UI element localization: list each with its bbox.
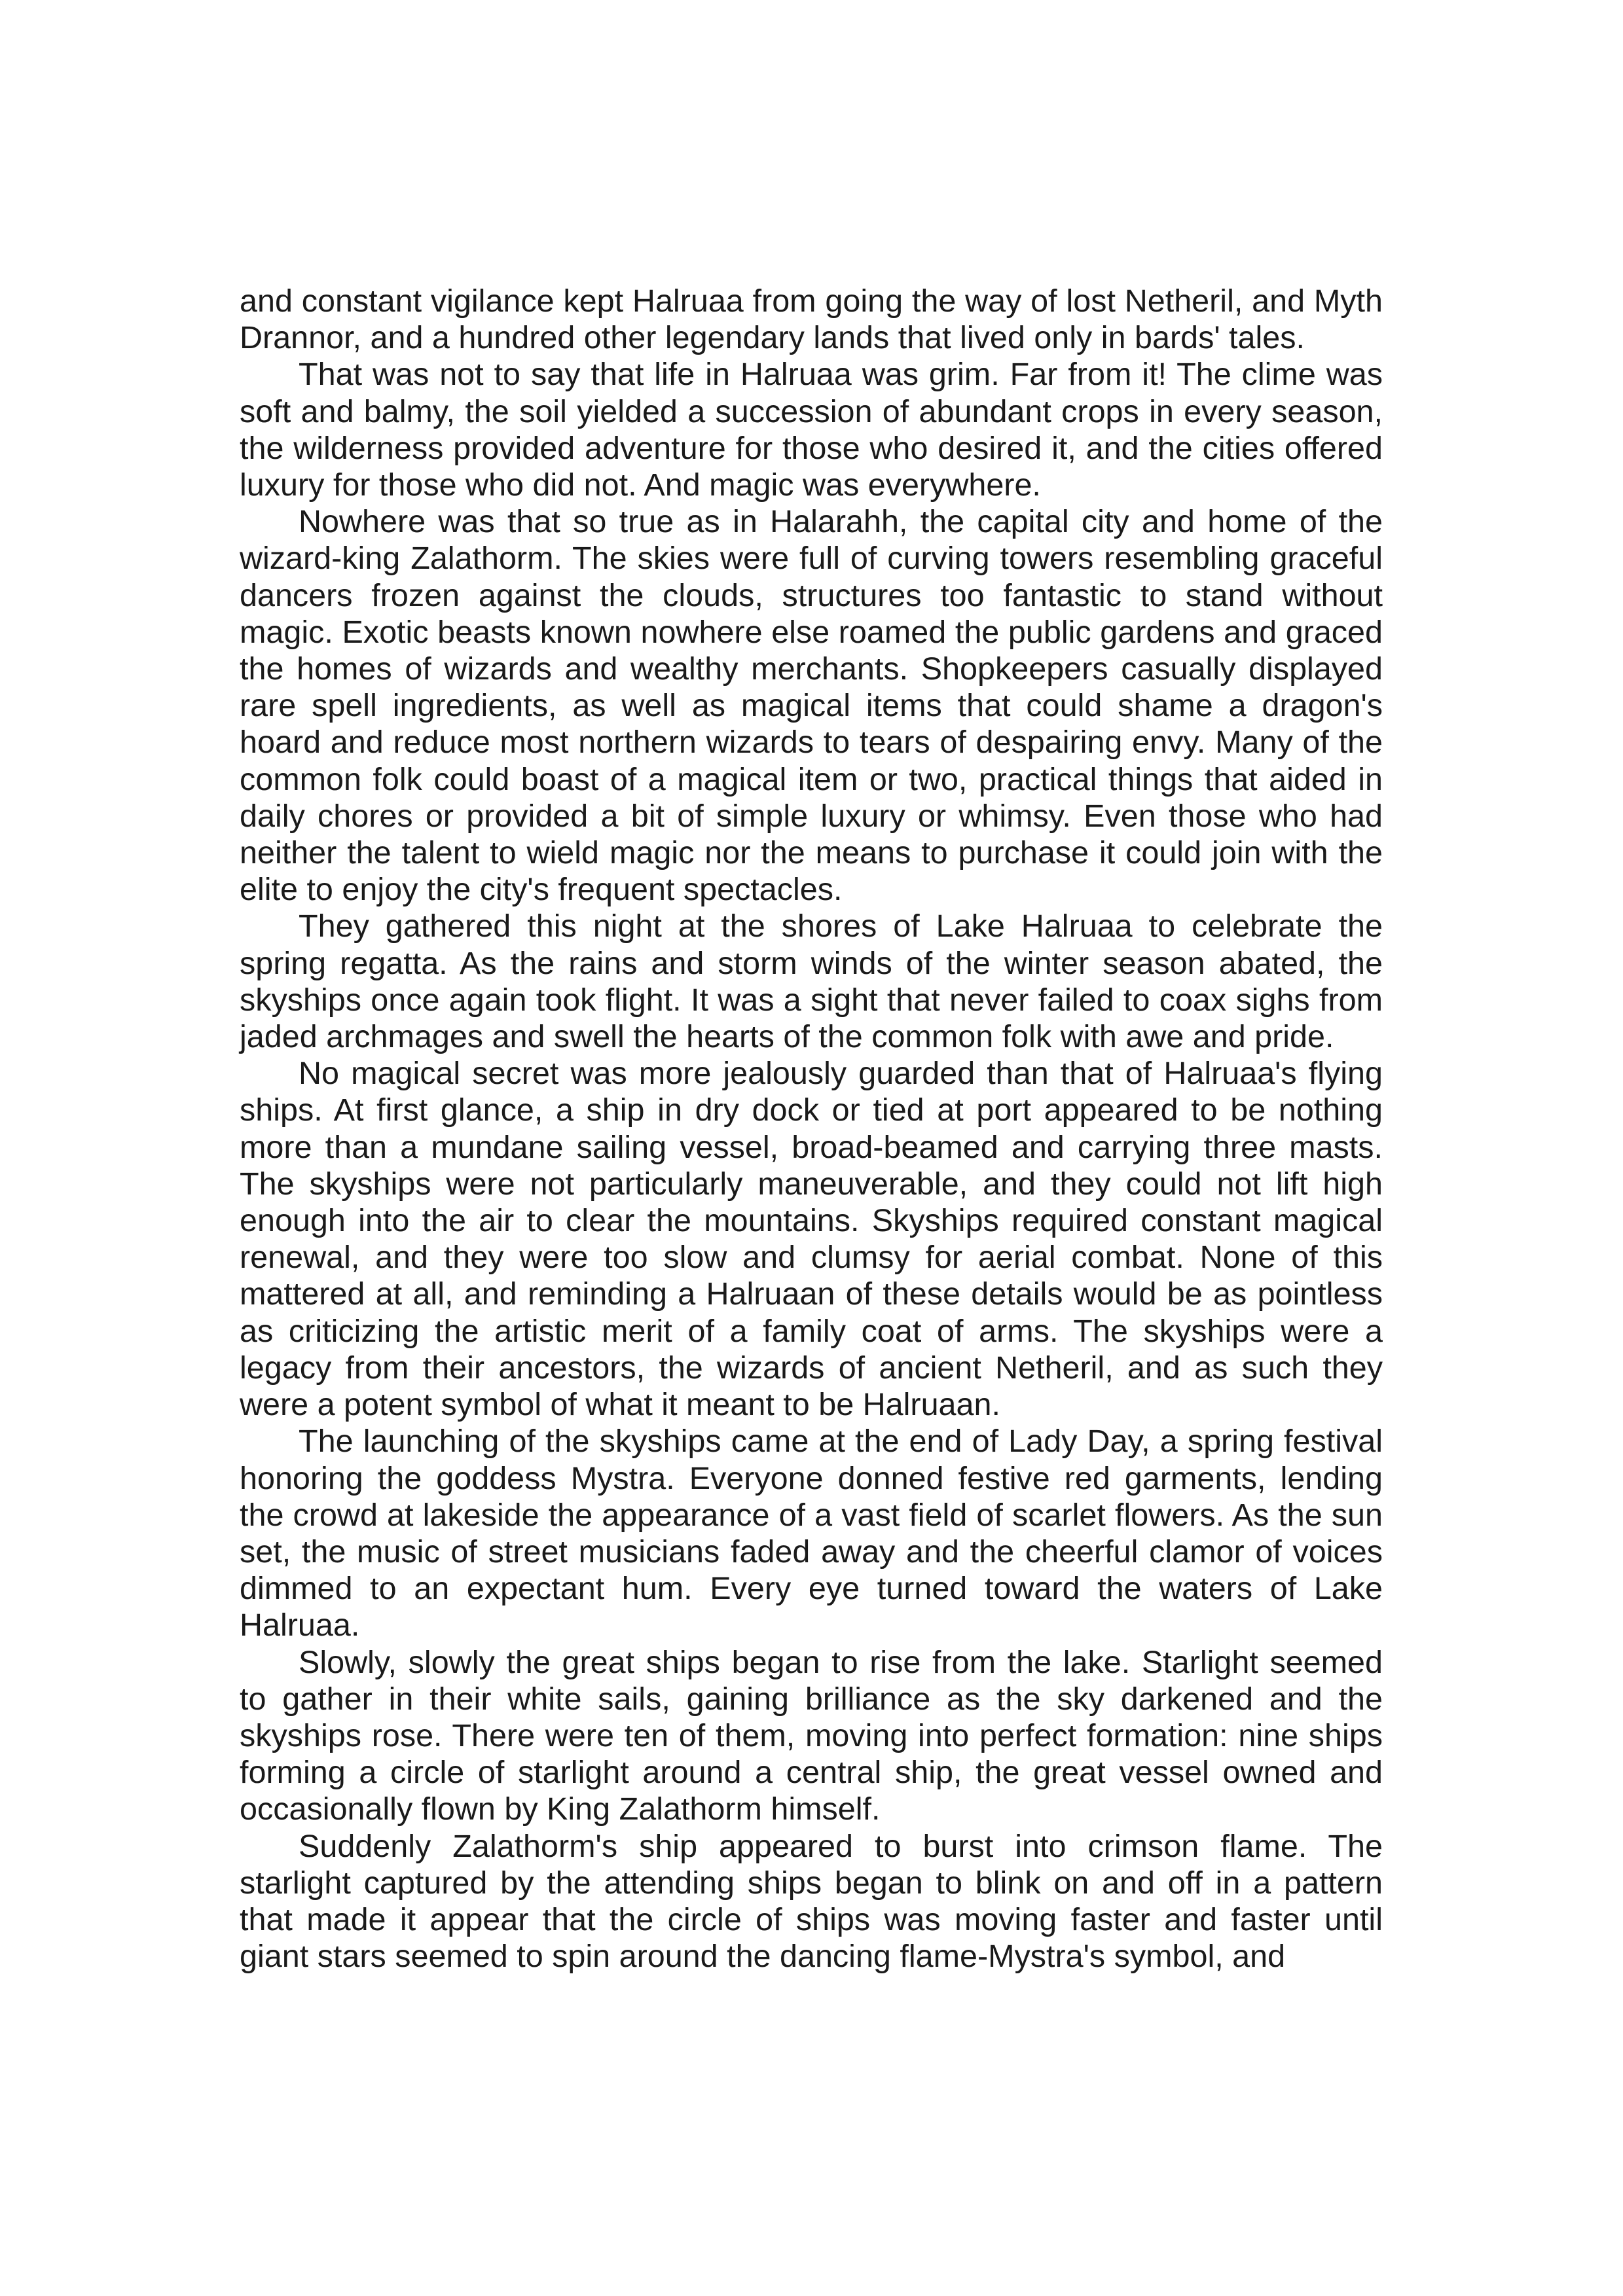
paragraph-8: Suddenly Zalathorm's ship appeared to burst into crimson flame. The starlight captured by the attending ships began to blink on and off in a pattern that made it appear that the circle of ships was moving faster and faster until giant stars seemed to spin around the dancing flame-Mystra's symbol, and: [240, 1828, 1383, 1975]
paragraph-2: That was not to say that life in Halruaa was grim. Far from it! The clime was soft and balmy, the soil yielded a succession of abundant crops in every season, the wilderness provided adventure for those who desired it, and the cities offered luxury for those who did not. And magic was everywhere.: [240, 357, 1383, 503]
paragraph-4: They gathered this night at the shores of Lake Halruaa to celebrate the spring regatta. As the rains and storm winds of the winter season abated, the skyships once again took flight. It was a sight that never failed to coax sighs from jaded archmages and swell the hearts of the common folk with awe and pride.: [240, 908, 1383, 1055]
paragraph-5: No magical secret was more jealously guarded than that of Halruaa's flying ships. At first glance, a ship in dry dock or tied at port appeared to be nothing more than a mundane sailing vessel, broad-beamed and carrying three masts. The skyships were not particularly maneuverable, and they could not lift high enough into the air to clear the mountains. Skyships required constant magical renewal, and they were too slow and clumsy for aerial combat. None of this mattered at all, and reminding a Halruaan of these details would be as pointless as criticizing the artistic merit of a family coat of arms. The skyships were a legacy from their ancestors, the wizards of ancient Netheril, and as such they were a potent symbol of what it meant to be Halruaan.: [240, 1056, 1383, 1423]
body-text: [240, 283, 1383, 1975]
paragraph-7: Slowly, slowly the great ships began to rise from the lake. Starlight seemed to gather in their white sails, gaining brilliance as the sky darkened and the skyships rose. There were ten of them, moving into perfect formation: nine ships forming a circle of starlight around a central ship, the great vessel owned and occasionally flown by King Zalathorm himself.: [240, 1644, 1383, 1827]
paragraph-1: and constant vigilance kept Halruaa from going the way of lost Netheril, and Myth Drannor, and a hundred other legendary lands that lived only in bards' tales.: [240, 283, 1383, 356]
paragraph-6: The launching of the skyships came at the end of Lady Day, a spring festival honoring the goddess Mystra. Everyone donned festive red garments, lending the crowd at lakeside the appearance of a vast field of scarlet flowers. As the sun set, the music of street musicians faded away and the cheerful clamor of voices dimmed to an expectant hum. Every eye turned toward the waters of Lake Halruaa.: [240, 1424, 1383, 1643]
paragraph-3: Nowhere was that so true as in Halarahh, the capital city and home of the wizard-king Zalathorm. The skies were full of curving towers resembling graceful dancers frozen against the clouds, structures too fantastic to stand without magic. Exotic beasts known nowhere else roamed the public gardens and graced the homes of wizards and wealthy merchants. Shopkeepers casually displayed rare spell ingredients, as well as magical items that could shame a dragon's hoard and reduce most northern wizards to tears of despairing envy. Many of the common folk could boast of a magical item or two, practical things that aided in daily chores or provided a bit of simple luxury or whimsy. Even those who had neither the talent to wield magic nor the means to purchase it could join with the elite to enjoy the city's frequent spectacles.: [240, 504, 1383, 908]
